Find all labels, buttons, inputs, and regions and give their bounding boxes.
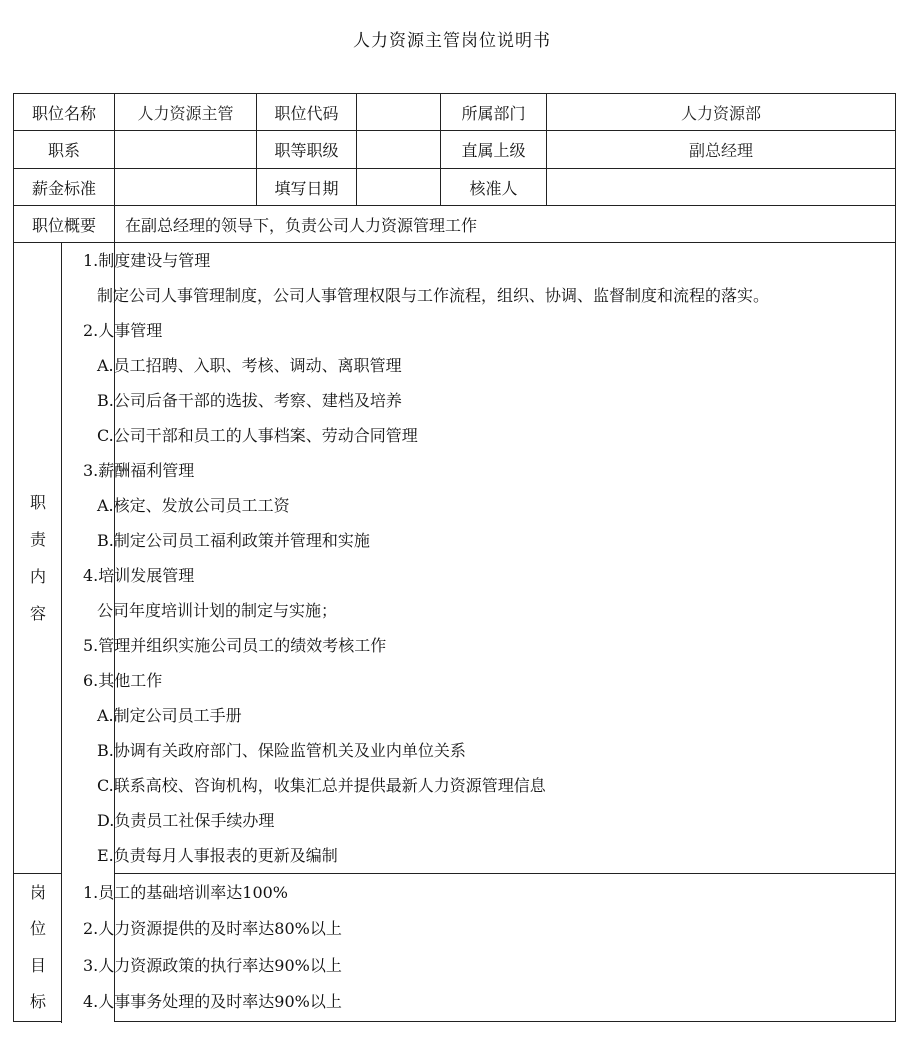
duty-line: A.员工招聘、入职、考核、调动、离职管理 [97, 356, 402, 375]
duty-line: B.协调有关政府部门、保险监管机关及业内单位关系 [97, 741, 466, 760]
goal-line: 2.人力资源提供的及时率达80%以上 [83, 919, 342, 938]
duties-row [14, 243, 896, 874]
duties-content [83, 243, 896, 874]
supervisor-label: 直属上级 [441, 131, 547, 169]
salary-label: 薪金标准 [14, 169, 115, 206]
duties-label-char: 职 [29, 493, 46, 512]
duties-label-char: 容 [29, 604, 46, 623]
job-family-label: 职系 [14, 131, 115, 169]
summary-text: 在副总经理的领导下，负责公司人力资源管理工作 [115, 206, 896, 243]
duty-line: 1.制度建设与管理 [83, 251, 211, 270]
department-value: 人力资源部 [547, 94, 896, 131]
approver-value [547, 169, 896, 206]
goal-line: 4.人事事务处理的及时率达90%以上 [83, 992, 342, 1011]
summary-row [14, 206, 896, 243]
position-name-value: 人力资源主管 [115, 94, 257, 131]
duty-line: B.制定公司员工福利政策并管理和实施 [97, 531, 370, 550]
duty-line: 公司年度培训计划的制定与实施； [97, 601, 338, 620]
duty-line: 2.人事管理 [83, 321, 163, 340]
position-name-label: 职位名称 [14, 94, 115, 131]
duty-line: 6.其他工作 [83, 671, 163, 690]
duty-line: 制定公司人事管理制度，公司人事管理权限与工作流程，组织、协调、监督制度和流程的落实。 [97, 286, 770, 305]
duty-line: A.核定、发放公司员工工资 [97, 496, 290, 515]
duty-line: 3.薪酬福利管理 [83, 461, 195, 480]
duty-line: E.负责每月人事报表的更新及编制 [97, 846, 338, 865]
duty-line: 4.培训发展管理 [83, 566, 195, 585]
duty-line: C.公司干部和员工的人事档案、劳动合同管理 [97, 426, 418, 445]
goals-label-char: 标 [29, 992, 46, 1011]
fill-date-value [357, 169, 441, 206]
header-row-3 [14, 169, 896, 206]
position-code-label: 职位代码 [257, 94, 357, 131]
goal-line: 1.员工的基础培训率达100% [83, 882, 289, 902]
goals-label-char: 目 [29, 955, 46, 975]
duty-line: C.联系高校、咨询机构，收集汇总并提供最新人力资源管理信息 [97, 776, 546, 795]
header-row-2 [14, 131, 896, 169]
header-row-1 [14, 94, 896, 131]
goals-label-char: 位 [29, 919, 46, 938]
duties-label-char: 内 [29, 567, 46, 586]
goals-row [14, 874, 896, 1022]
grade-value [357, 131, 441, 169]
goal-line: 3.人力资源政策的执行率达90%以上 [83, 955, 342, 975]
job-family-value [115, 131, 257, 169]
duty-line: D.负责员工社保手续办理 [97, 811, 275, 830]
summary-label: 职位概要 [14, 206, 115, 243]
duty-line: A.制定公司员工手册 [97, 706, 242, 725]
fill-date-label: 填写日期 [257, 169, 357, 206]
position-code-value [357, 94, 441, 131]
salary-value [115, 169, 257, 206]
goals-content [83, 874, 896, 1022]
duties-label-char: 责 [29, 530, 46, 549]
grade-label: 职等职级 [257, 131, 357, 169]
page-title: 人力资源主管岗位说明书 [353, 31, 551, 51]
job-description-table [13, 93, 896, 1022]
approver-label: 核准人 [441, 169, 547, 206]
goals-label-char: 岗 [29, 882, 46, 902]
supervisor-value: 副总经理 [547, 131, 896, 169]
duty-line: B.公司后备干部的选拔、考察、建档及培养 [97, 391, 402, 410]
department-label: 所属部门 [441, 94, 547, 131]
duty-line: 5.管理并组织实施公司员工的绩效考核工作 [83, 636, 387, 655]
